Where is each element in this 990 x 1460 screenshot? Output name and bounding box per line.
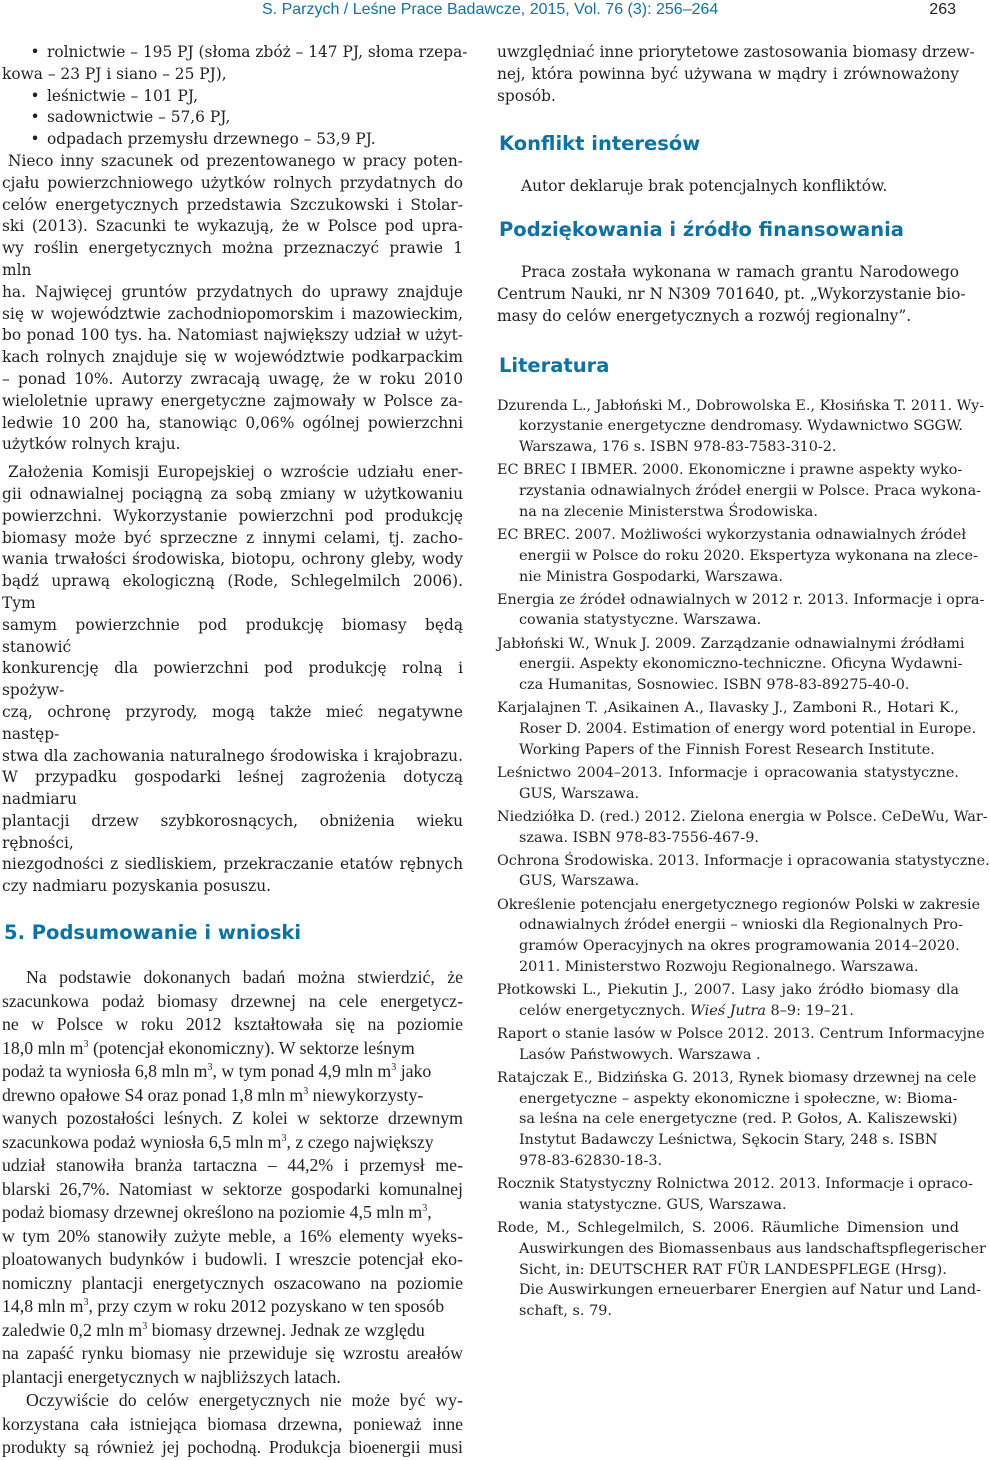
line-with-superscript: podaż biomasy drzewnej określono na poziomie 4,5 mln $m^3$, — [2, 1202, 432, 1223]
bullet-item: • odpadach przemysłu drzewnego – 53,9 PJ. — [2, 129, 463, 151]
line-with-superscript: szacunkowa podaż wyniosła 6,5 mln $m^3$, z czego największy — [2, 1131, 434, 1152]
bullet-item: • leśnictwie – 101 PJ, — [2, 86, 463, 108]
section-5-heading: 5. Podsumowanie i wnioski — [4, 921, 302, 945]
bullet-item: • rolnictwie – 195 PJ (słoma zbóż – 147 PJ, słoma rzepa- — [2, 42, 463, 64]
page-number: 263 — [929, 1, 956, 18]
bullet-icon: • — [30, 43, 40, 61]
reference-item: Ratajczak E., Bidzińska G. 2013, Rynek biomasy drzewnej na cele energetyczne – aspekty ekonomiczne i społeczne, w: Bioma- sa leśna na cele energetyczne (red. P. Gołos, A. Kaliszewski) Instytut Badawczy Leśnictwa, Sękocin Stary, 248 s. ISBN 978-83-62830-18-3. — [497, 1069, 977, 1170]
reference-item: Dzurenda L., Jabłoński M., Dobrowolska E., Kłosińska T. 2011. Wy- korzystanie energetyczne dendromasy. Wydawnictwo SGGW. Warszawa, 176 s. ISBN 978-83-7583-310-2. — [497, 397, 985, 456]
right-column — [497, 42, 990, 1324]
literature-heading: Literatura — [499, 353, 610, 377]
acknowledgements-text: Praca została wykonana w ramach grantu Narodowego Centrum Nauki, nr N N309 701640, pt. „Wykorzystanie bio- masy do celów energetycznych a rozwój regionalny”. — [497, 263, 966, 325]
line-with-superscript: 18,0 mln $m^3$ (potencjał ekonomiczny). W sektorze leśnym — [2, 1037, 415, 1058]
reference-list — [497, 396, 990, 1322]
bullet-icon: • — [30, 130, 40, 149]
line-with-superscript: podaż ta wyniosła 6,8 mln $m^3$, w tym ponad 4,9 mln $m^3$ jako — [2, 1061, 432, 1082]
reference-item: Jabłoński W., Wnuk J. 2009. Zarządzanie odnawialnymi źródłami energii. Aspekty ekonomiczno-techniczne. Oficyna Wydawni- cza Humanitas, Sosnowiec. ISBN 978-83-89275-40-0. — [497, 635, 965, 694]
paragraph-2: Założenia Komisji Europejskiej o wzroście udziału ener- gii odnawialnej pociągną za sobą zmiany w użytkowaniu powierzchni. Wykorzystanie powierzchni pod produkcję biomasy może być sprzeczne z innymi celami, tj. zacho- wania trwałości środowiska, biotopu, ochrony gleby, wody bądź uprawą ekologiczną (Rode, Schlegelmilch 2006). Tym samym powierzchnie pod produkcję biomasy będą stanowić konkurencję dla powierzchni pod produkcję rolną i spożyw- czą, ochronę przyrody, mogą także mieć negatywne następ- stwa dla zachowania naturalnego środowiska i krajobrazu. W przypadku gospodarki leśnej zagrożenia dotyczą nadmiaru plantacji drzew szybkorosnących, obniżenia wieku rębności, niezgodności z siedliskiem, przekraczanie etatów rębnych czy nadmiaru pozyskania posuszu. — [2, 463, 463, 896]
running-title: S. Parzych / Leśne Prace Badawcze, 2015, Vol. 76 (3): 256–264 — [262, 1, 719, 18]
acknowledgements-heading: Podziękowania i źródło finansowania — [499, 218, 904, 242]
conflict-heading: Konflikt interesów — [499, 132, 701, 156]
reference-item: Rocznik Statystyczny Rolnictwa 2012. 2013. Informacje i opraco- wania statystyczne. GUS, Warszawa. — [497, 1176, 973, 1213]
reference-item: Określenie potencjału energetycznego regionów Polski w zakresie odnawialnych źródeł energii – wnioski dla Regionalnych Pro- gramów Operacyjnych na okres programowania 2014–2020. 2011. Ministerstwo Rozwoju Regionalnego. Warszawa. — [497, 896, 981, 975]
line-with-superscript: zaledwie 0,2 mln $m^3$ biomasy drzewnej. Jednak ze względu — [2, 1319, 425, 1340]
reference-item: Karjalajnen T. ,Asikainen A., Ilavasky J., Zamboni R., Hotari K., Roser D. 2004. Estimation of energy word potential in Europe. Working Papers of the Finnish Forest Research Institute. — [497, 700, 977, 758]
reference-item: Płotkowski L., Piekutin J., 2007. Lasy jako źródło biomasy dla celów energetycznych. Wieś Jutra 8–9: 19–21. — [497, 982, 959, 1019]
paragraph-3: Na podstawie dokonanych badań można stwierdzić, że szacunkowa podaż biomasy drzewnej na cele energetycz- ne w Polsce w roku 2012 kształtowała się na poziomie 18,0 mln $m^3$ (potencjał ekonomiczny). W sektorze leśnym podaż ta wyniosła 6,8 mln $m^3$, w tym ponad 4,9 mln $m^3$ jako drewno opałowe S4 oraz ponad 1,8 mln $m^3$ niewykorzysty- wanych pozostałości leśnych. Z kolei w sektorze drzewnym szacunkowa podaż wyniosła 6,5 mln $m^3$, z czego największy udział stanowiła branża tartaczna – 44,2% i przemysł me- blarski 26,7%. Natomiast w sektorze gospodarki komunalnej podaż biomasy drzewnej określono na poziomie 4,5 mln $m^3$, w tym 20% stanowiły zużyte meble, a 16% elementy wyeks- ploatowanych budynków i budowli. I wreszcie potencjał eko- nomiczny plantacji energetycznych oszacowano na poziomie 14,8 mln $m^3$, przy czym w roku 2012 pozyskano w ten sposób zaledwie 0,2 mln $m^3$ biomasy drzewnej. Jednak ze względu na zapaść rynku biomasy nie przewiduje się wzrostu areałów plantacji energetycznych w najbliższych latach. — [2, 967, 463, 1387]
reference-item: EC BREC I IBMER. 2000. Ekonomiczne i prawne aspekty wyko- rzystania odnawialnych źródeł energii w Polsce. Praca wykona- na na zlecenie Ministerstwa Środowiska. — [497, 462, 982, 520]
reference-item: Energia ze źródeł odnawialnych w 2012 r. 2013. Informacje i opra- cowania statystyczne. Warszawa. — [497, 591, 985, 629]
bullet-icon: • — [30, 108, 40, 127]
reference-item: Ochrona Środowiska. 2013. Informacje i opracowania statystyczne. GUS, Warszawa. — [497, 852, 990, 890]
reference-item: Leśnictwo 2004–2013. Informacje i opracowania statystyczne. GUS, Warszawa. — [497, 764, 959, 802]
paragraph-1: Nieco inny szacunek od prezentowanego w pracy poten- cjału powierzchniowego użytków rolnych przydatnych do celów energetycznych przedstawia Szczukowski i Stolar- ski (2013). Szacunki te wykazują, że w Polsce pod upra- wy roślin energetycznych można przeznaczyć prawie 1 mln ha. Najwięcej gruntów przydatnych do uprawy znajduje się w województwie zachodniopomorskim i mazowieckim, bo ponad 100 tys. ha. Natomiast największy udział w użyt- kach rolnych znajduje się w województwie podkarpackim – ponad 10%. Autorzy zwracają uwagę, że w roku 2010 wieloletnie uprawy energetyczne zajmowały w Polsce za- ledwie 10 200 ha, stanowiąc 0,06% ogólnej powierzchni użytków rolnych kraju. — [2, 151, 463, 454]
line-with-superscript: 14,8 mln $m^3$, przy czym w roku 2012 pozyskano w ten sposób — [2, 1296, 445, 1317]
line-with-superscript: drewno opałowe S4 oraz ponad 1,8 mln $m^3$ niewykorzysty- — [2, 1084, 424, 1105]
conflict-text: Autor deklaruje brak potencjalnych konfliktów. — [521, 177, 888, 196]
running-header — [0, 0, 960, 26]
bullet-list — [2, 42, 468, 151]
left-column — [2, 42, 468, 1460]
bullet-item: • sadownictwie – 57,6 PJ, — [2, 107, 463, 129]
reference-item: Niedziółka D. (red.) 2012. Zielona energia w Polsce. CeDeWu, War- szawa. ISBN 978-83-7556-467-9. — [497, 808, 988, 846]
bullet-continuation: kowa – 23 PJ i siano – 25 PJ), — [2, 64, 227, 83]
continued-paragraph: uwzględniać inne priorytetowe zastosowania biomasy drzew- nej, która powinna być używana w mądry i zrównoważony sposób. — [497, 43, 975, 105]
bullet-icon: • — [30, 86, 40, 105]
reference-item: Raport o stanie lasów w Polsce 2012. 2013. Centrum Informacyjne Lasów Państwowych. Warszawa . — [497, 1025, 985, 1063]
paragraph-4: Oczywiście do celów energetycznych nie może być wy- korzystana cała istniejąca biomasa drzewna, ponieważ inne produkty są również jej pochodną. Produkcja bioenergii musi — [2, 1390, 463, 1458]
reference-item: EC BREC. 2007. Możliwości wykorzystania odnawialnych źródeł energii w Polsce do roku 2020. Ekspertyza wykonana na zlece- nie Ministra Gospodarki, Warszawa. — [497, 526, 978, 585]
reference-item: Rode, M., Schlegelmilch, S. 2006. Räumliche Dimension und Auswirkungen des Biomassenbaus aus landschaftspflegerischer Sicht, in: DEUTSCHER RAT FÜR LANDESPFLEGE (Hrsg). Die Auswirkungen erneuerbarer Energien auf Natur und Land- schaft, s. 79. — [497, 1220, 986, 1320]
